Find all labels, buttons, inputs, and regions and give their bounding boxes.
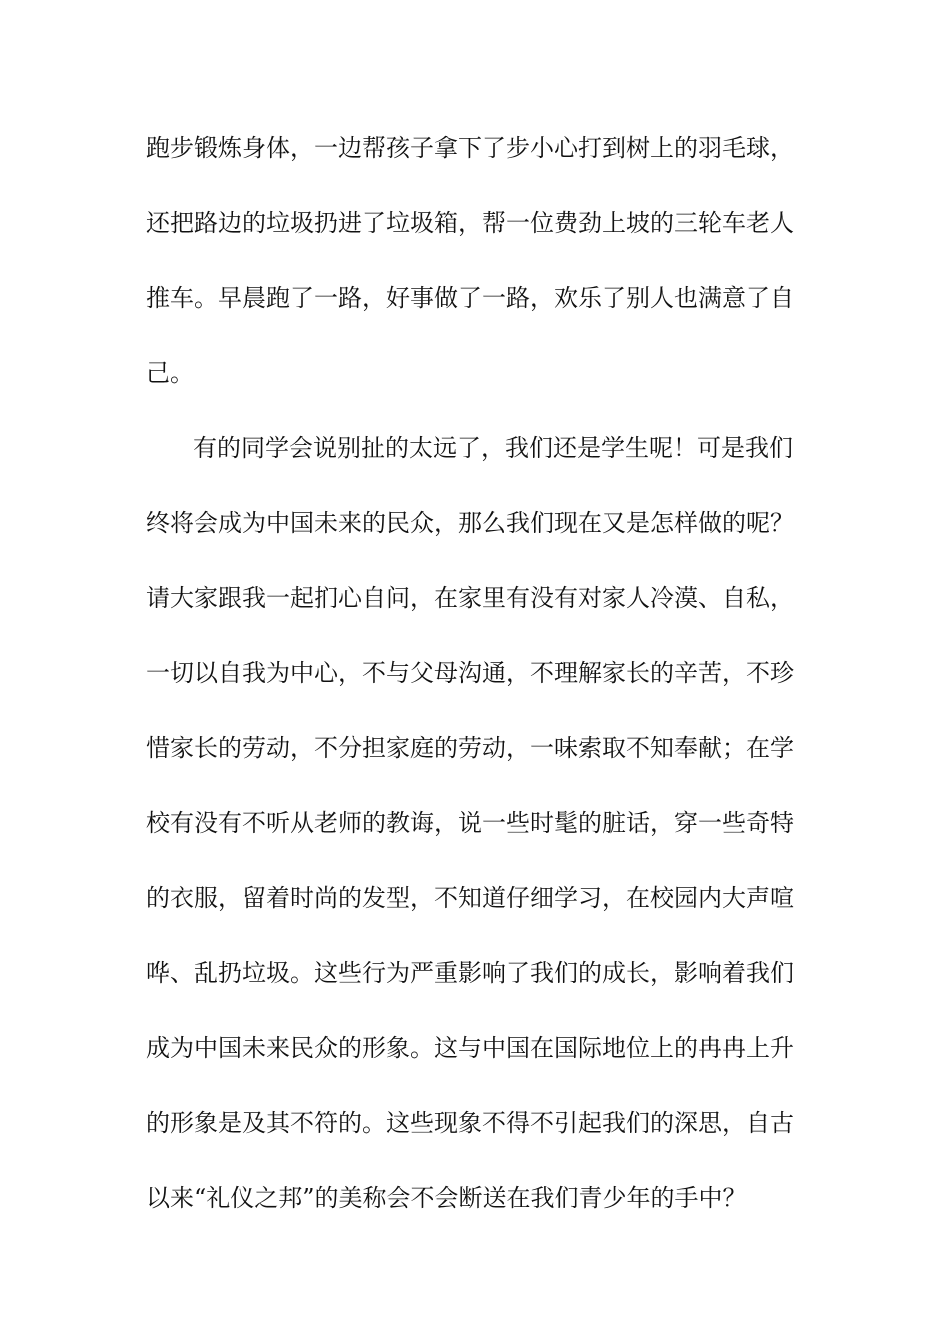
paragraph-first-line: 有的同学会说别扯的太远了，我们还是学生呢！可是我们 [193,434,793,462]
text-line: 哗、乱扔垃圾。这些行为严重影响了我们的成长，影响着我们 [146,959,794,987]
text-line: 的衣服，留着时尚的发型，不知道仔细学习，在校园内大声喧 [146,884,794,912]
text-line: 推车。早晨跑了一路，好事做了一路，欢乐了别人也满意了自 [146,284,794,312]
text-line: 以来“礼仪之邦”的美称会不会断送在我们青少年的手中？ [146,1184,747,1212]
text-line: 的形象是及其不符的。这些现象不得不引起我们的深思，自古 [146,1109,794,1137]
text-line: 请大家跟我一起扪心自问，在家里有没有对家人冷漠、自私， [146,584,794,612]
text-line: 跑步锻炼身体，一边帮孩子拿下了步小心打到树上的羽毛球， [146,134,794,162]
text-line: 己。 [146,359,194,387]
document-body [146,128,806,1253]
text-line: 一切以自我为中心，不与父母沟通，不理解家长的辛苦，不珍 [146,659,794,687]
text-line: 终将会成为中国未来的民众，那么我们现在又是怎样做的呢？ [146,509,794,537]
text-line: 惜家长的劳动，不分担家庭的劳动，一味索取不知奉献；在学 [146,734,794,762]
text-line: 校有没有不听从老师的教诲，说一些时髦的脏话，穿一些奇特 [146,809,794,837]
text-line: 成为中国未来民众的形象。这与中国在国际地位上的冉冉上升 [146,1034,794,1062]
text-line: 还把路边的垃圾扔进了垃圾箱，帮一位费劲上坡的三轮车老人 [146,209,794,237]
